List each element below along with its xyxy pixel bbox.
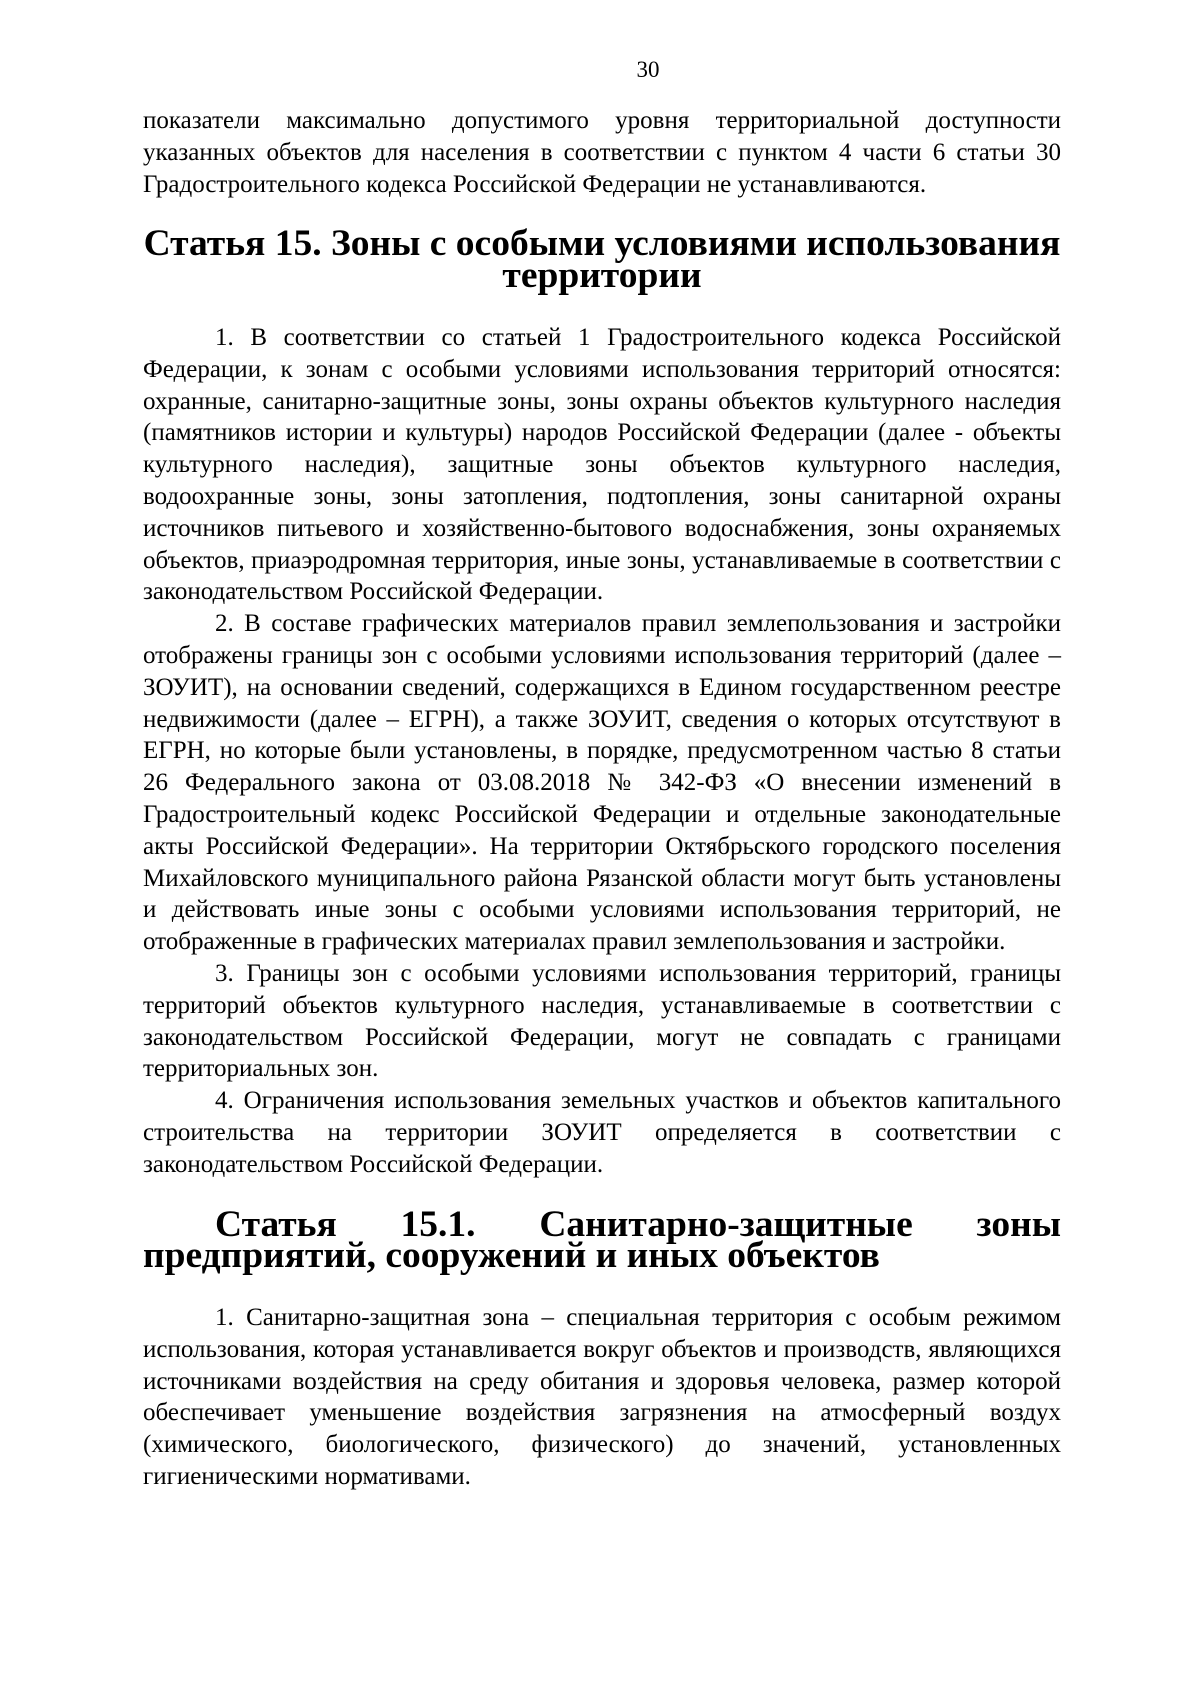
page-content bbox=[143, 105, 1061, 1493]
article-15-paragraph-2: 2. В составе графических материалов правил землепользования и застройки отображены границы зон с особыми условиями использования территорий (далее – ЗОУИТ), на основании сведений, содержащихся в Едином государственном реестре недвижимости (далее – ЕГРН), а также ЗОУИТ, сведения о которых отсутствуют в ЕГРН, но которые были установлены, в порядке, предусмотренном частью 8 статьи 26 Федерального закона от 03.08.2018 № 342-ФЗ «О внесении изменений в Градостроительный кодекс Российской Федерации и отдельные законодательные акты Российской Федерации». На территории Октябрьского городского поселения Михайловского муниципального района Рязанской области могут быть установлены и действовать иные зоны с особыми условиями использования территорий, не отображенные в графических материалах правил землепользования и застройки. bbox=[143, 610, 1061, 956]
page-number: 30 bbox=[636, 57, 660, 82]
article-15-1-title: Статья 15.1. Санитарно-защитные зоны предприятий, сооружений и иных объектов bbox=[143, 1203, 1061, 1277]
article-15-title: Статья 15. Зоны с особыми условиями использования территории bbox=[143, 223, 1061, 297]
article-15-paragraph-4: 4. Ограничения использования земельных участков и объектов капитального строительства на территории ЗОУИТ определяется в соответствии с законодательством Российской Федерации. bbox=[143, 1087, 1061, 1178]
article-15-paragraph-1: 1. В соответствии со статьей 1 Градостроительного кодекса Российской Федерации, к зонам с особыми условиями использования территорий относятся: охранные, санитарно-защитные зоны, зоны охраны объектов культурного наследия (памятников истории и культуры) народов Российской Федерации (далее - объекты культурного наследия), защитные зоны объектов культурного наследия, водоохранные зоны, зоны затопления, подтопления, зоны санитарной охраны источников питьевого и хозяйственно-бытового водоснабжения, зоны охраняемых объектов, приаэродромная территория, иные зоны, устанавливаемые в соответствии с законодательством Российской Федерации. bbox=[143, 323, 1061, 606]
intro-paragraph: показатели максимально допустимого уровня территориальной доступности указанных объектов для населения в соответствии с пунктом 4 части 6 статьи 30 Градостроительного кодекса Российской Федерации не устанавливаются. bbox=[143, 107, 1061, 198]
article-15-1-paragraph-1: 1. Санитарно-защитная зона – специальная территория с особым режимом использования, которая устанавливается вокруг объектов и производств, являющихся источниками воздействия на среду обитания и здоровья человека, размер которой обеспечивает уменьшение воздействия загрязнения на атмосферный воздух (химического, биологического, физического) до значений, установленных гигиеническими нормативами. bbox=[143, 1304, 1061, 1491]
article-15-paragraph-3: 3. Границы зон с особыми условиями использования территорий, границы территорий объектов культурного наследия, устанавливаемые в соответствии с законодательством Российской Федерации, могут не совпадать с границами территориальных зон. bbox=[143, 959, 1061, 1083]
